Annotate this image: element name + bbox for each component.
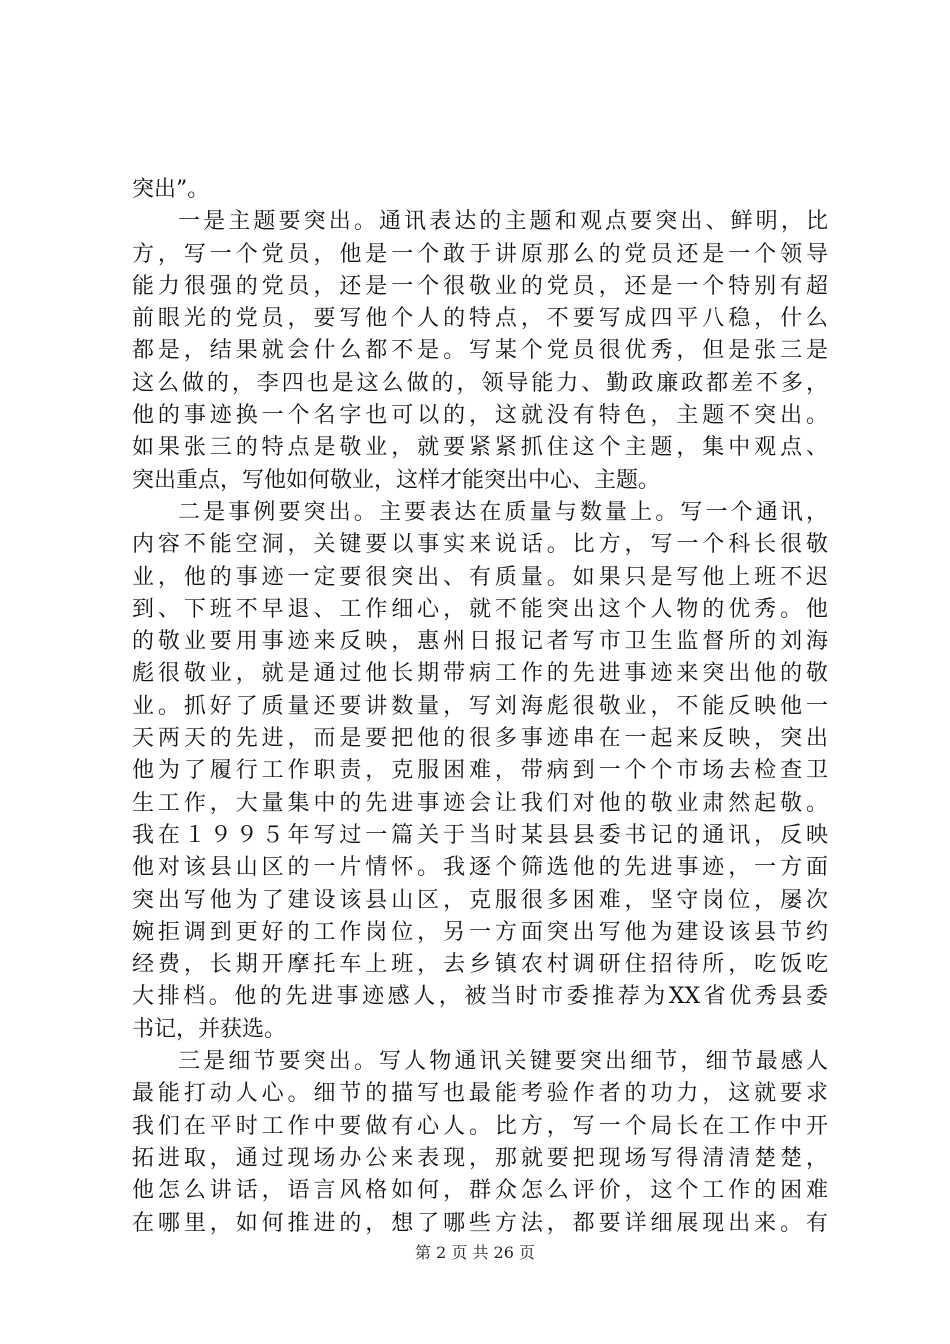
paragraph-start-line: 三是细节要突出。写人物通讯关键要突出细节，细节最感人 [178,1049,828,1075]
text-line: 内容不能空洞，关键要以事实来说话。比方，写一个科长很敬 [132,532,828,558]
text-line: 婉拒调到更好的工作岗位，另一方面突出写他为建设该县节约 [132,919,828,945]
paragraph-start-line: 二是事例要突出。主要表达在质量与数量上。写一个通讯， [178,499,828,525]
text-line: 突出重点，写他如何敬业，这样才能突出中心、主题。 [132,467,661,493]
text-line: 业，他的事迹一定要很突出、有质量。如果只是写他上班不迟 [132,564,828,590]
text-line: 的敬业要用事迹来反映，惠州日报记者写市卫生监督所的刘海 [132,629,828,655]
page-number-footer: 第 2 页 共 26 页 [415,1243,535,1262]
text-line: 能力很强的党员，还是一个很敬业的党员，还是一个特别有超 [132,273,828,299]
text-line: 我在１９９５年写过一篇关于当时某县县委书记的通讯，反映 [132,822,828,848]
text-line: 突出写他为了建设该县山区，克服很多困难，坚守岗位，屡次 [132,887,828,913]
paragraph-start-line: 一是主题要突出。通讯表达的主题和观点要突出、鲜明，比 [178,209,828,235]
document-body [132,174,828,1240]
text-line: 拓进取，通过现场办公来表现，那就要把现场写得清清楚楚， [132,1145,828,1171]
text-line: 这么做的，李四也是这么做的，领导能力、勤政廉政都差不多， [132,370,828,396]
text-line: 突出”。 [132,177,210,202]
text-line: 方，写一个党员，他是一个敢于讲原那么的党员还是一个领导 [132,241,828,267]
text-line: 如果张三的特点是敬业，就要紧紧抓住这个主题，集中观点、 [132,435,828,461]
text-line: 大排档。他的先进事迹感人，被当时市委推荐为XX省优秀县委 [132,984,828,1010]
text-line: 我们在平时工作中要做有心人。比方，写一个局长在工作中开 [132,1113,828,1139]
text-line: 书记，并获选。 [132,1016,287,1042]
text-line: 他对该县山区的一片情怀。我逐个筛选他的先进事迹，一方面 [132,855,828,881]
text-line: 他为了履行工作职责，克服困难，带病到一个个市场去检查卫 [132,758,828,784]
text-line: 他的事迹换一个名字也可以的，这就没有特色，主题不突出。 [132,403,828,429]
text-line: 彪很敬业，就是通过他长期带病工作的先进事迹来突出他的敬 [132,661,828,687]
text-line: 在哪里，如何推进的，想了哪些方法，都要详细展现出来。有 [132,1210,828,1236]
text-line: 最能打动人心。细节的描写也最能考验作者的功力，这就要求 [132,1081,828,1107]
text-line: 前眼光的党员，要写他个人的特点，不要写成四平八稳，什么 [132,306,828,332]
text-line: 经费，长期开摩托车上班，去乡镇农村调研住招待所，吃饭吃 [132,952,828,978]
text-line: 都是，结果就会什么都不是。写某个党员很优秀，但是张三是 [132,338,828,364]
text-line: 到、下班不早退、工作细心，就不能突出这个人物的优秀。他 [132,596,828,622]
text-line: 天两天的先进，而是要把他的很多事迹串在一起来反映，突出 [132,726,828,752]
text-line: 业。抓好了质量还要讲数量，写刘海彪很敬业，不能反映他一 [132,693,828,719]
text-line: 生工作，大量集中的先进事迹会让我们对他的敬业肃然起敬。 [132,790,828,816]
text-line: 他怎么讲话，语言风格如何，群众怎么评价，这个工作的困难 [132,1178,828,1204]
